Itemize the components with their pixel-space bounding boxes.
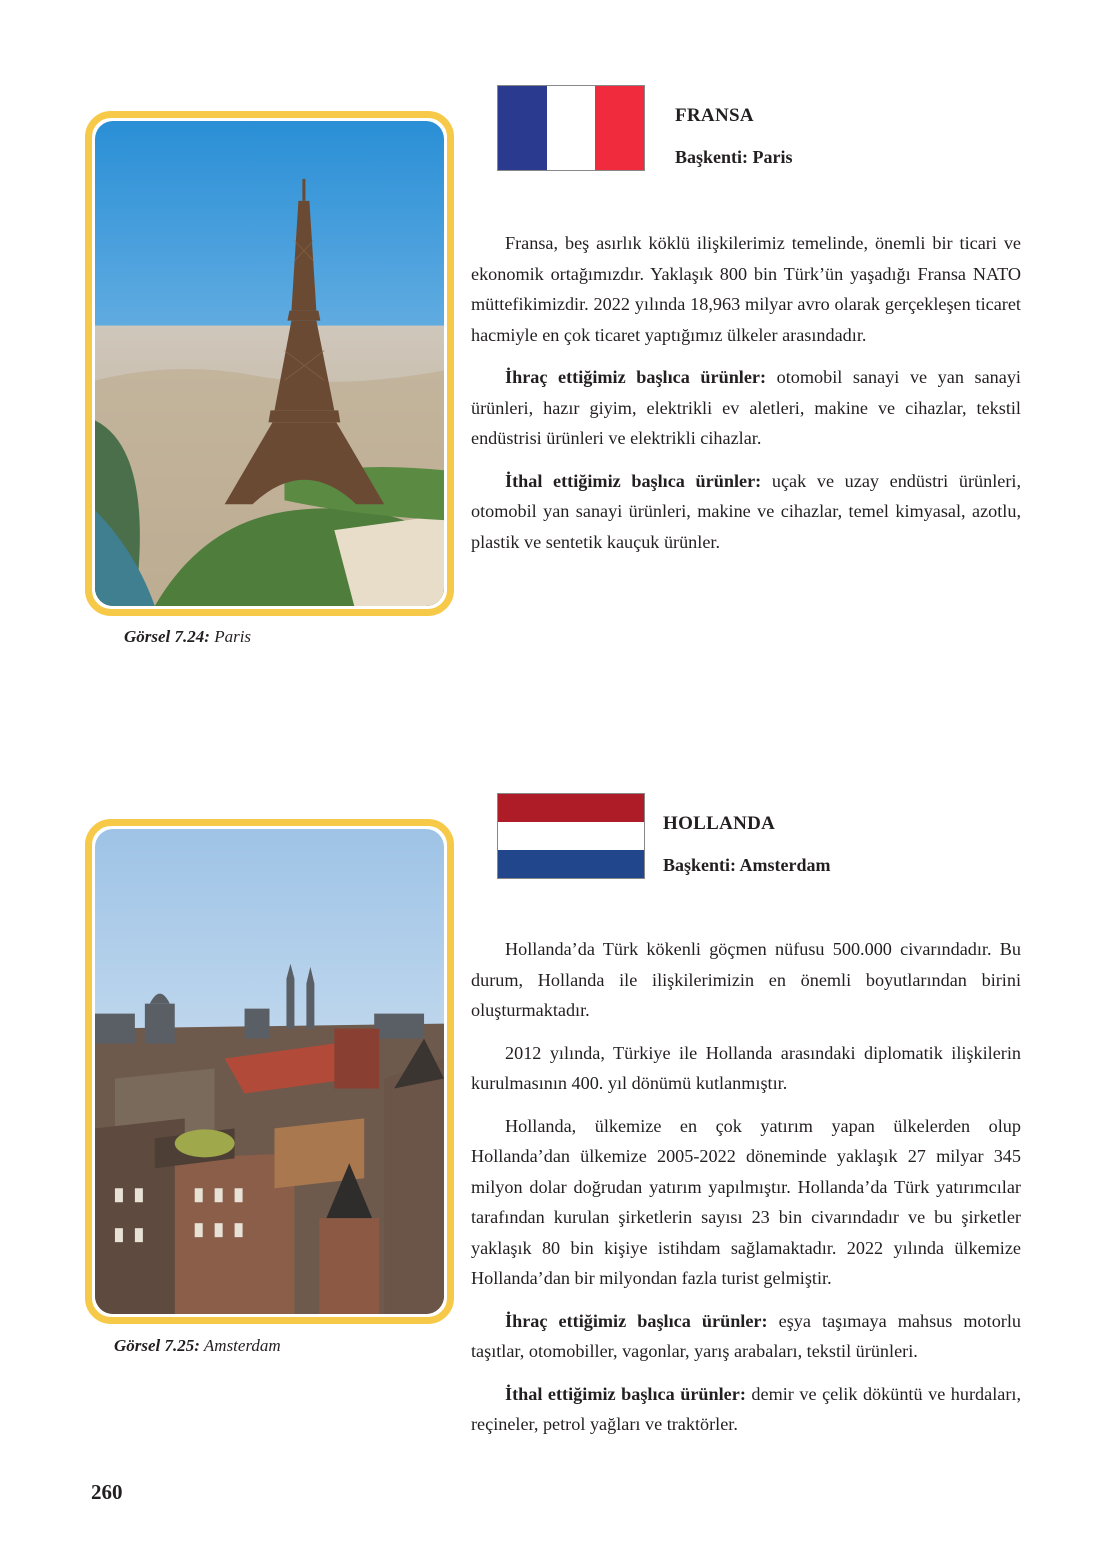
amsterdam-photo	[95, 829, 444, 1314]
page-number: 260	[91, 1480, 123, 1504]
france-flag-stripe-blue	[498, 86, 547, 170]
paris-caption	[124, 627, 251, 647]
amsterdam-caption	[114, 1336, 281, 1356]
paris-photo-frame	[85, 111, 454, 616]
netherlands-export-text: eşya taşımaya mahsus motorlu taşıtlar, otomobiller, vagonlar, yarış arabaları, tekstil ürünleri.	[471, 1310, 1021, 1361]
paris-caption-text: Paris	[214, 627, 252, 646]
france-capital: Başkenti: Paris	[675, 147, 793, 167]
france-export-text: otomobil sanayi ve yan sanayi ürünleri, hazır giyim, elektrikli ev aletleri, makine ve cihazlar, tekstil endüstrisi ürünleri ve elektrikli cihazlar.	[471, 367, 1021, 448]
netherlands-paragraph-1: Hollanda’da Türk kökenli göçmen nüfusu 500.000 civarındadır. Bu durum, Hollanda ile ilişkilerimizin en önemli boyutlarından birini oluşturmaktadır.	[471, 939, 1021, 1020]
france-import-text: uçak ve uzay endüstri ürünleri, otomobil yan sanayi ürünleri, makine ve cihazlar, temel kimyasal, azotlu, plastik ve sentetik kauçuk ürünler.	[471, 470, 1022, 552]
netherlands-country-name: HOLLANDA	[663, 813, 776, 834]
france-text	[471, 228, 1021, 569]
netherlands-text	[471, 934, 1021, 1452]
netherlands-flag-stripe-red	[498, 794, 644, 822]
amsterdam-caption-text: Amsterdam	[203, 1336, 281, 1355]
france-country-name: FRANSA	[675, 105, 754, 126]
france-flag-stripe-red	[595, 86, 644, 170]
france-import-paragraph	[471, 466, 1021, 558]
france-flag	[497, 85, 645, 171]
netherlands-import-text: demir ve çelik döküntü ve hurdaları, reçineler, petrol yağları ve traktörler.	[471, 1383, 1021, 1434]
netherlands-export-paragraph	[471, 1306, 1021, 1367]
france-export-paragraph	[471, 362, 1021, 454]
netherlands-import-label: İthal ettiğimiz başlıca ürünler:	[505, 1383, 746, 1404]
netherlands-capital: Başkenti: Amsterdam	[663, 855, 831, 875]
amsterdam-caption-label: Görsel 7.25:	[114, 1336, 200, 1355]
paris-caption-label: Görsel 7.24:	[124, 627, 210, 646]
netherlands-flag	[497, 793, 645, 879]
netherlands-flag-stripe-blue	[498, 850, 644, 878]
amsterdam-photo-frame	[85, 819, 454, 1324]
netherlands-flag-stripe-white	[498, 822, 644, 850]
france-flag-stripe-white	[547, 86, 596, 170]
netherlands-export-label: İhraç ettiğimiz başlıca ürünler:	[505, 1310, 768, 1331]
netherlands-paragraph-3: Hollanda, ülkemize en çok yatırım yapan ülkelerden olup Hollanda’dan ülkemize 2005-2022 döneminde yaklaşık 27 milyar 345 milyon dolar doğrudan yatırım yapılmıştır. Hollanda’da Türk yatırımcılar tarafından kurulan şirketlerin sayısı 23 bin civarındadır ve bu şirketler yaklaşık 80 bin kişiye istihdam sağlamaktadır. 2022 yılında ülkemize Hollanda’dan bir milyondan fazla turist gelmiştir.	[471, 1115, 1021, 1288]
netherlands-paragraph-2: 2012 yılında, Türkiye ile Hollanda arasındaki diplomatik ilişkilerin kurulmasının 400. yıl dönümü kutlanmıştır.	[471, 1042, 1021, 1093]
france-paragraph-1: Fransa, beş asırlık köklü ilişkilerimiz temelinde, önemli bir ticari ve ekonomik ortağımızdır. Yaklaşık 800 bin Türk’ün yaşadığı Fransa NATO müttefikimizdir. 2022 yılında 18,963 milyar avro olarak gerçekleşen ticaret hacmiyle en çok ticaret yaptığımız ülkeler arasındadır.	[471, 233, 1021, 345]
france-export-label: İhraç ettiğimiz başlıca ürünler:	[505, 367, 767, 387]
paris-photo	[95, 121, 444, 606]
france-import-label: İthal ettiğimiz başlıca ürünler:	[505, 470, 762, 491]
netherlands-import-paragraph	[471, 1379, 1021, 1440]
